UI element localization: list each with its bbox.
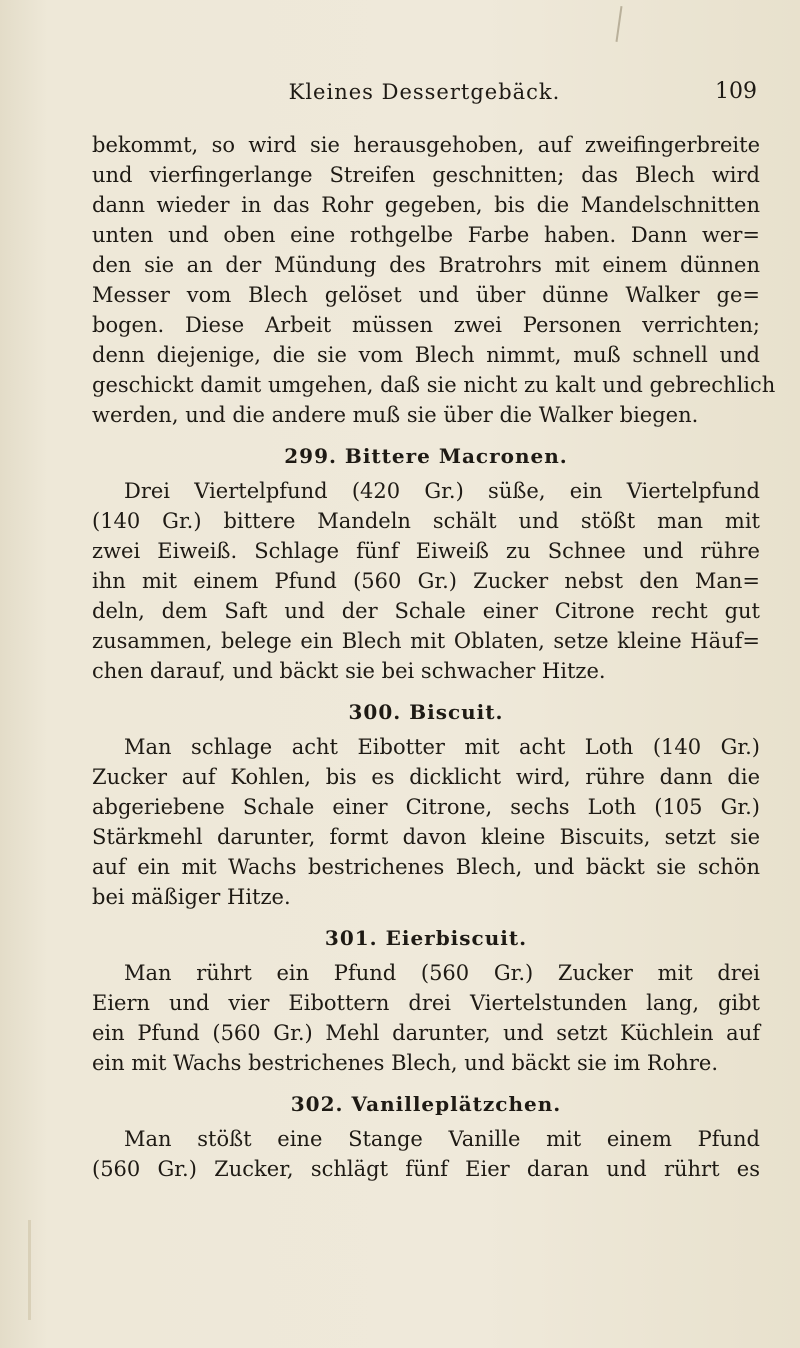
text-line: werden, und die andere muß sie über die Walker biegen.: [92, 403, 699, 427]
text-line: dann wieder in das Rohr gegeben, bis die Mandelschnitten: [92, 193, 760, 217]
page-number: 109: [715, 79, 757, 104]
recipe-heading-300: 300. Biscuit.: [348, 700, 504, 724]
text-line: ein Pfund (560 Gr.) Mehl darunter, und setzt Küchlein auf: [92, 1021, 760, 1045]
recipe-302-text: [92, 1124, 760, 1184]
text-line: (560 Gr.) Zucker, schlägt fünf Eier daran und rührt es: [92, 1157, 760, 1181]
margin-shadow: [28, 1220, 31, 1320]
text-line: Messer vom Blech gelöset und über dünne Walker ge=: [92, 283, 760, 307]
text-line: auf ein mit Wachs bestrichenes Blech, und bäckt sie schön: [92, 855, 760, 879]
text-line: Man schlage acht Eibotter mit acht Loth (140 Gr.): [124, 735, 760, 759]
body-text: [92, 130, 776, 1184]
text-line: bei mäßiger Hitze.: [92, 885, 291, 909]
text-line: ihn mit einem Pfund (560 Gr.) Zucker nebst den Man=: [92, 569, 760, 593]
text-line: Man rührt ein Pfund (560 Gr.) Zucker mit drei: [124, 961, 760, 985]
recipe-301-text: [92, 958, 760, 1078]
text-line: zusammen, belege ein Blech mit Oblaten, setze kleine Häuf=: [92, 629, 760, 653]
text-line: Man stößt eine Stange Vanille mit einem Pfund: [124, 1127, 760, 1151]
text-line: Zucker auf Kohlen, bis es dicklicht wird, rühre dann die: [92, 765, 760, 789]
text-line: unten und oben eine rothgelbe Farbe haben. Dann wer=: [92, 223, 760, 247]
recipe-heading-301: 301. Eierbiscuit.: [324, 926, 528, 950]
text-line: abgeriebene Schale einer Citrone, sechs Loth (105 Gr.): [92, 795, 760, 819]
text-line: den sie an der Mündung des Bratrohrs mit einem dünnen: [92, 253, 760, 277]
recipe-heading-299: 299. Bittere Macronen.: [284, 444, 568, 468]
recipe-heading-302: 302. Vanilleplätzchen.: [290, 1092, 562, 1116]
page-header: [92, 72, 757, 112]
page-corner-mark: [616, 6, 623, 42]
running-title: Kleines Dessertgebäck.: [288, 80, 561, 104]
text-line: denn diejenige, die sie vom Blech nimmt, muß schnell und: [92, 343, 760, 367]
text-line: Eiern und vier Eibottern drei Viertelstunden lang, gibt: [92, 991, 760, 1015]
text-line: (140 Gr.) bittere Mandeln schält und stößt man mit: [92, 509, 760, 533]
paragraph-continued: [92, 130, 776, 430]
recipe-300-text: [92, 732, 760, 912]
text-line: bekommt, so wird sie herausgehoben, auf zweifingerbreite: [92, 133, 760, 157]
text-line: deln, dem Saft und der Schale einer Citrone recht gut: [92, 599, 760, 623]
text-line: Drei Viertelpfund (420 Gr.) süße, ein Viertelpfund: [124, 479, 760, 503]
text-line: zwei Eiweiß. Schlage fünf Eiweiß zu Schnee und rühre: [92, 539, 760, 563]
text-line: bogen. Diese Arbeit müssen zwei Personen verrichten;: [92, 313, 760, 337]
recipe-299-text: [92, 476, 760, 686]
text-line: und vierfingerlange Streifen geschnitten; das Blech wird: [92, 163, 760, 187]
text-line: chen darauf, und bäckt sie bei schwacher Hitze.: [92, 659, 606, 683]
text-line: geschickt damit umgehen, daß sie nicht zu kalt und gebrechlich: [92, 373, 776, 397]
text-line: Stärkmehl darunter, formt davon kleine Biscuits, setzt sie: [92, 825, 760, 849]
text-line: ein mit Wachs bestrichenes Blech, und bäckt sie im Rohre.: [92, 1051, 719, 1075]
